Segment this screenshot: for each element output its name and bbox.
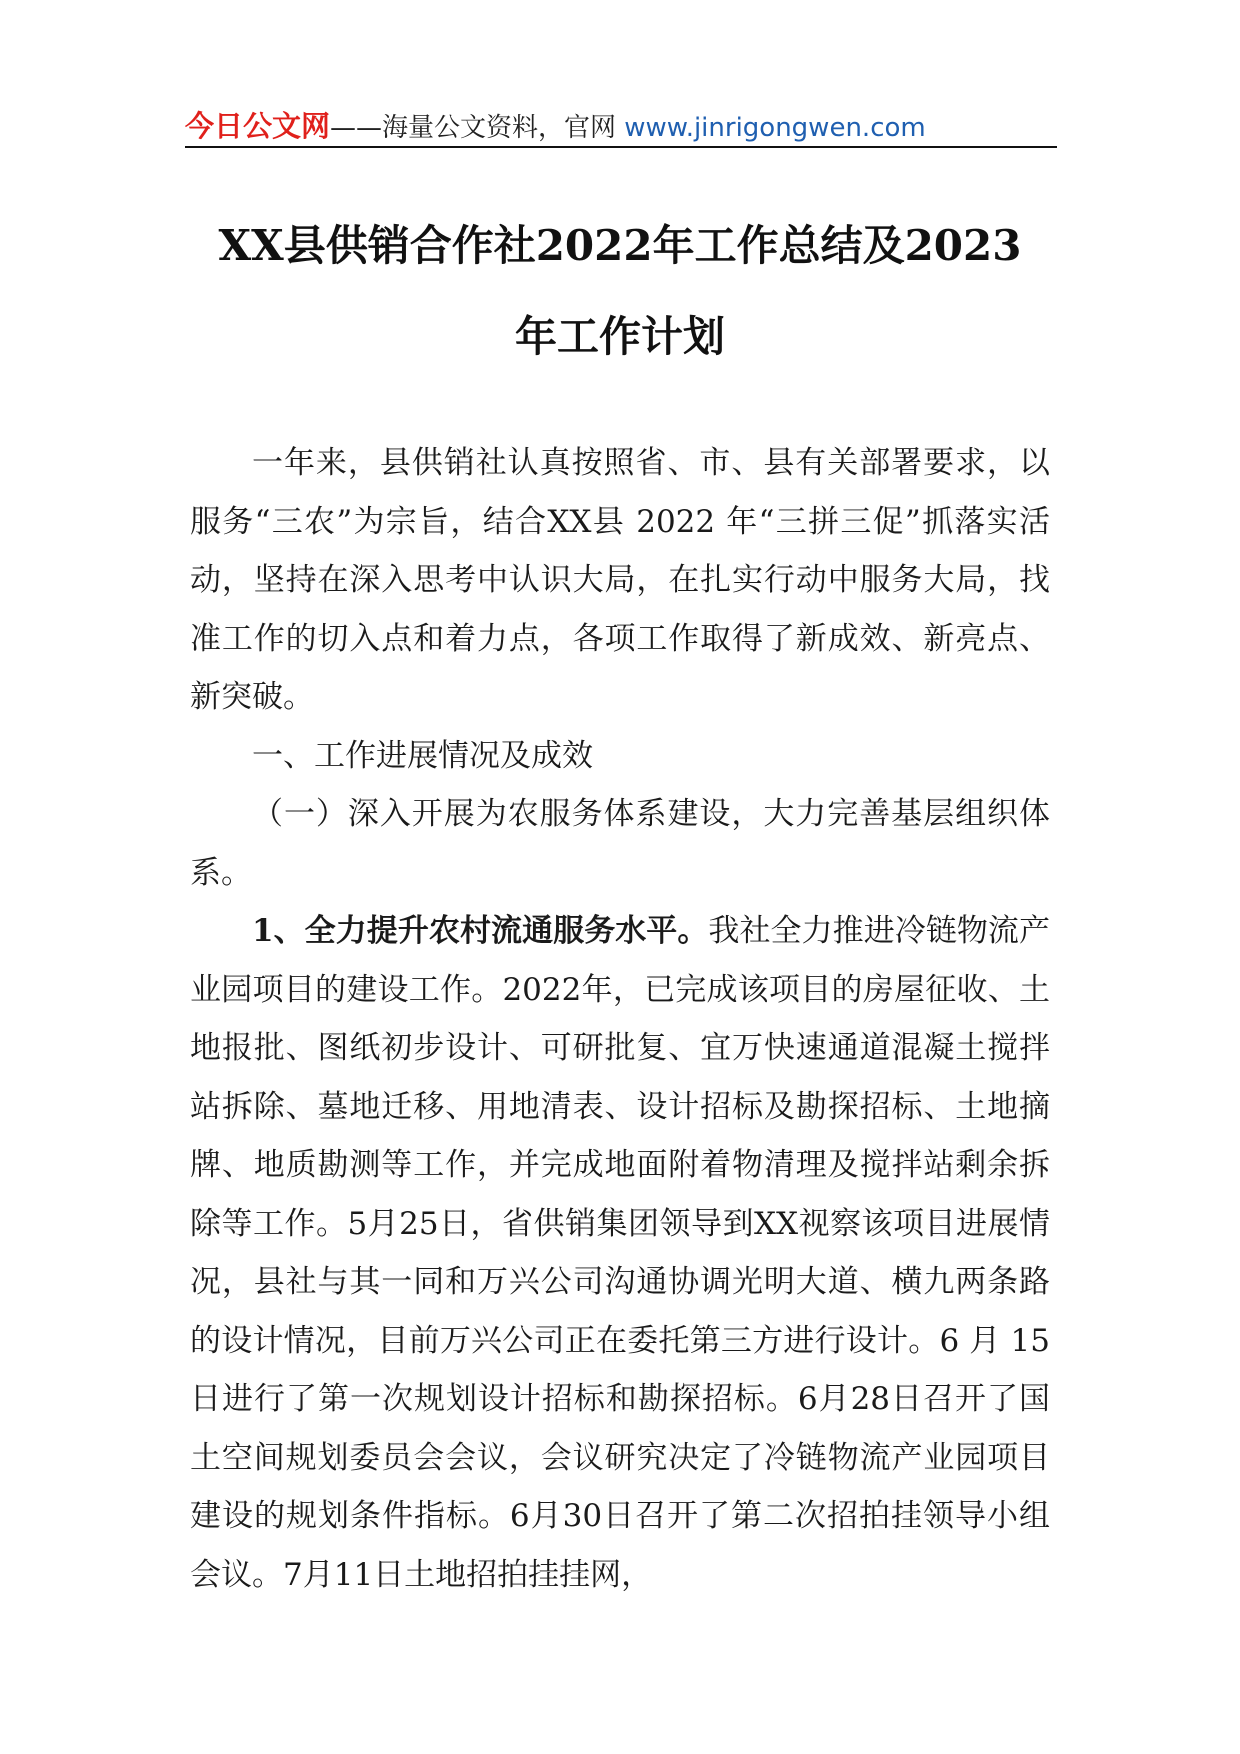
item-text: 我社全力推进冷链物流产业园项目的建设工作。2022年，已完成该项目的房屋征收、土地报批、图纸初步设计、可研批复、宜万快速通道混凝土搅拌站拆除、墓地迁移、用地清表、设计招标及勘探招标、土地摘牌、地质勘测等工作，并完成地面附着物清理及搅拌站剩余拆除等工作。5月25日，省供销集团领导到XX视察该项目进展情况，县社与其一同和万兴公司沟通协调光明大道、横九两条路的设计情况，目前万兴公司正在委托第三方进行设计。6 月 15 日进行了第一次规划设计招标和勘探招标。6月28日召开了国土空间规划委员会会议，会议研究决定了冷链物流产业园项目建设的规划条件指标。6月30日召开了第二次招拍挂领导小组会议。7月11日土地招拍挂挂网， (190, 913, 1050, 1593)
intro-paragraph: 一年来，县供销社认真按照省、市、县有关部署要求，以服务“三农”为宗旨，结合XX县 2022 年“三拼三促”抓落实活动，坚持在深入思考中认识大局，在扎实行动中服务大局，找准工作的切入点和着力点，各项工作取得了新成效、新亮点、新突破。 (190, 445, 1050, 715)
site-url-link[interactable]: www.jinrigongwen.com (624, 113, 926, 143)
site-brand: 今日公文网 (185, 109, 331, 143)
document-body (190, 434, 1050, 1604)
subsection-heading: （一）深入开展为农服务体系建设，大力完善基层组织体系。 (190, 796, 1050, 891)
item-paragraph (190, 902, 1050, 1604)
site-header (185, 104, 1057, 148)
document-title-line-1: XX县供销合作社2022年工作总结及2023 (218, 221, 1022, 270)
document-title-line-2: 年工作计划 (514, 312, 725, 361)
section-heading: 一、工作进展情况及成效 (252, 737, 593, 774)
header-divider (185, 146, 1057, 148)
item-lead: 1、全力提升农村流通服务水平。 (252, 913, 709, 949)
site-tagline: ——海量公文资料，官网 (330, 113, 625, 143)
